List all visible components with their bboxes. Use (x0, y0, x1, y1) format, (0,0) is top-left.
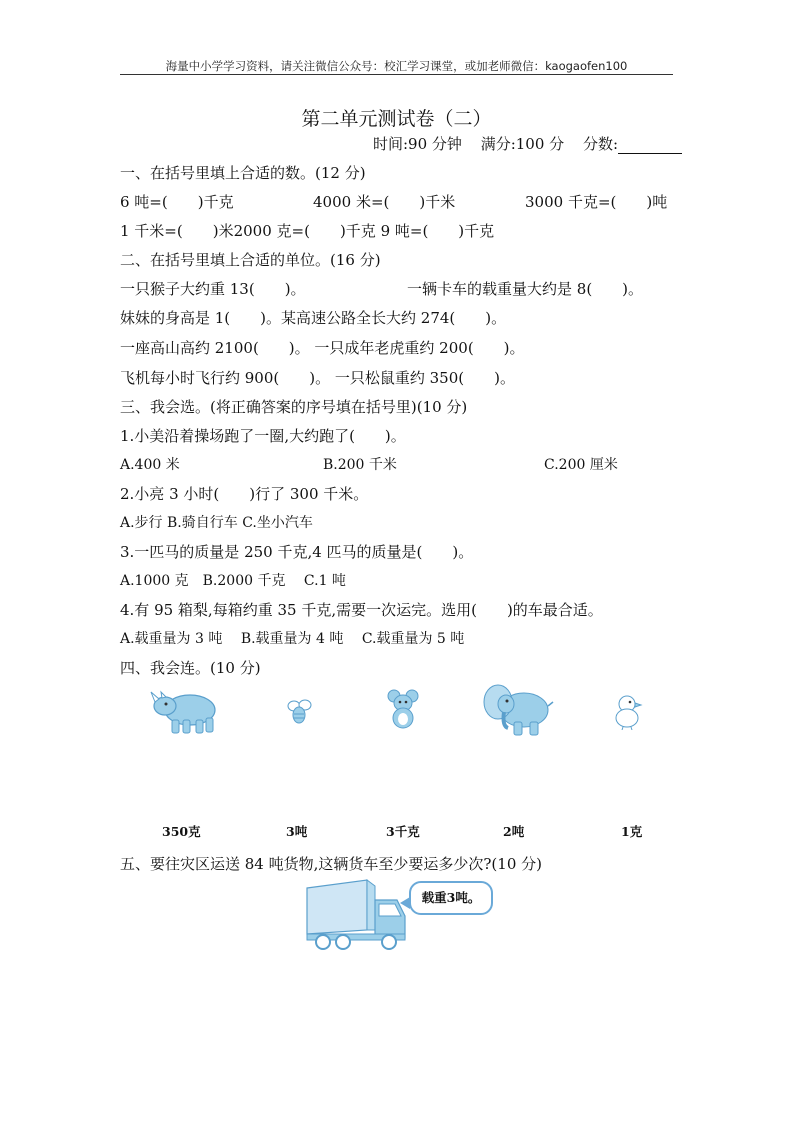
section4-heading: 四、我会连。(10 分) (120, 659, 261, 677)
bee-illustration (285, 696, 313, 728)
exam-info (373, 133, 696, 154)
match-label-3kg: 3千克 (386, 824, 420, 839)
s2-line1-b: 一辆卡车的载重量大约是 8( )。 (407, 280, 644, 298)
chick-illustration (610, 692, 644, 730)
s2-line3: 一座高山高约 2100( )。 一只成年老虎重约 200( )。 (120, 339, 525, 357)
truck-illustration (305, 878, 409, 952)
page-header-notice: 海量中小学学习资料，请关注微信公众号：校汇学习课堂，或加老师微信：kaogaofen100 (165, 59, 628, 73)
s2-line4: 飞机每小时飞行约 900( )。 一只松鼠重约 350( )。 (120, 369, 515, 387)
s1-item-3: 3000 千克=( )吨 (525, 193, 668, 211)
s3-q1-opt-a: A.400 米 (120, 457, 180, 473)
rhino-illustration (150, 686, 222, 736)
speech-bubble: 载重3吨。 (409, 881, 493, 915)
s3-q1: 1.小美沿着操场跑了一圈,大约跑了( )。 (120, 427, 406, 445)
s3-q1-opt-c: C.200 厘米 (544, 457, 618, 473)
s3-q3-opts: A.1000 克 B.2000 千克 C.1 吨 (120, 573, 346, 589)
header-divider (120, 74, 673, 75)
page-title: 第二单元测试卷（二） (301, 108, 492, 130)
s3-q4-opts: A.载重量为 3 吨 B.载重量为 4 吨 C.载重量为 5 吨 (120, 631, 465, 647)
s1-item-2: 4000 米=( )千米 (313, 193, 456, 211)
section5-heading: 五、要往灾区运送 84 吨货物,这辆货车至少要运多少次?(10 分) (120, 855, 542, 873)
s3-q1-opt-b: B.200 千米 (323, 457, 397, 473)
time-limit: 时间:90 分钟 (373, 135, 462, 153)
s2-line2: 妹妹的身高是 1( )。某高速公路全长大约 274( )。 (120, 309, 507, 327)
mouse-illustration (385, 688, 421, 730)
match-label-2t: 2吨 (503, 824, 525, 839)
s3-q2-opts: A.步行 B.骑自行车 C.坐小汽车 (120, 515, 313, 531)
s3-q3: 3.一匹马的质量是 250 千克,4 匹马的质量是( )。 (120, 543, 474, 561)
s1-item-1: 6 吨=( )千克 (120, 193, 234, 211)
full-score: 满分:100 分 (480, 135, 565, 153)
score-label: 分数: (582, 135, 618, 153)
match-label-1g: 1克 (621, 824, 643, 839)
elephant-illustration (480, 682, 555, 738)
match-label-3t: 3吨 (286, 824, 308, 839)
score-blank[interactable] (618, 139, 682, 154)
s3-q4: 4.有 95 箱梨,每箱约重 35 千克,需要一次运完。选用( )的车最合适。 (120, 601, 603, 619)
s2-line1-a: 一只猴子大约重 13( )。 (120, 280, 306, 298)
section1-heading: 一、在括号里填上合适的数。(12 分) (120, 164, 366, 182)
s3-q2: 2.小亮 3 小时( )行了 300 千米。 (120, 485, 369, 503)
match-label-350g: 350克 (162, 824, 201, 839)
section2-heading: 二、在括号里填上合适的单位。(16 分) (120, 251, 381, 269)
section3-heading: 三、我会选。(将正确答案的序号填在括号里)(10 分) (120, 398, 468, 416)
s1-row2: 1 千米=( )米2000 克=( )千克 9 吨=( )千克 (120, 222, 495, 240)
